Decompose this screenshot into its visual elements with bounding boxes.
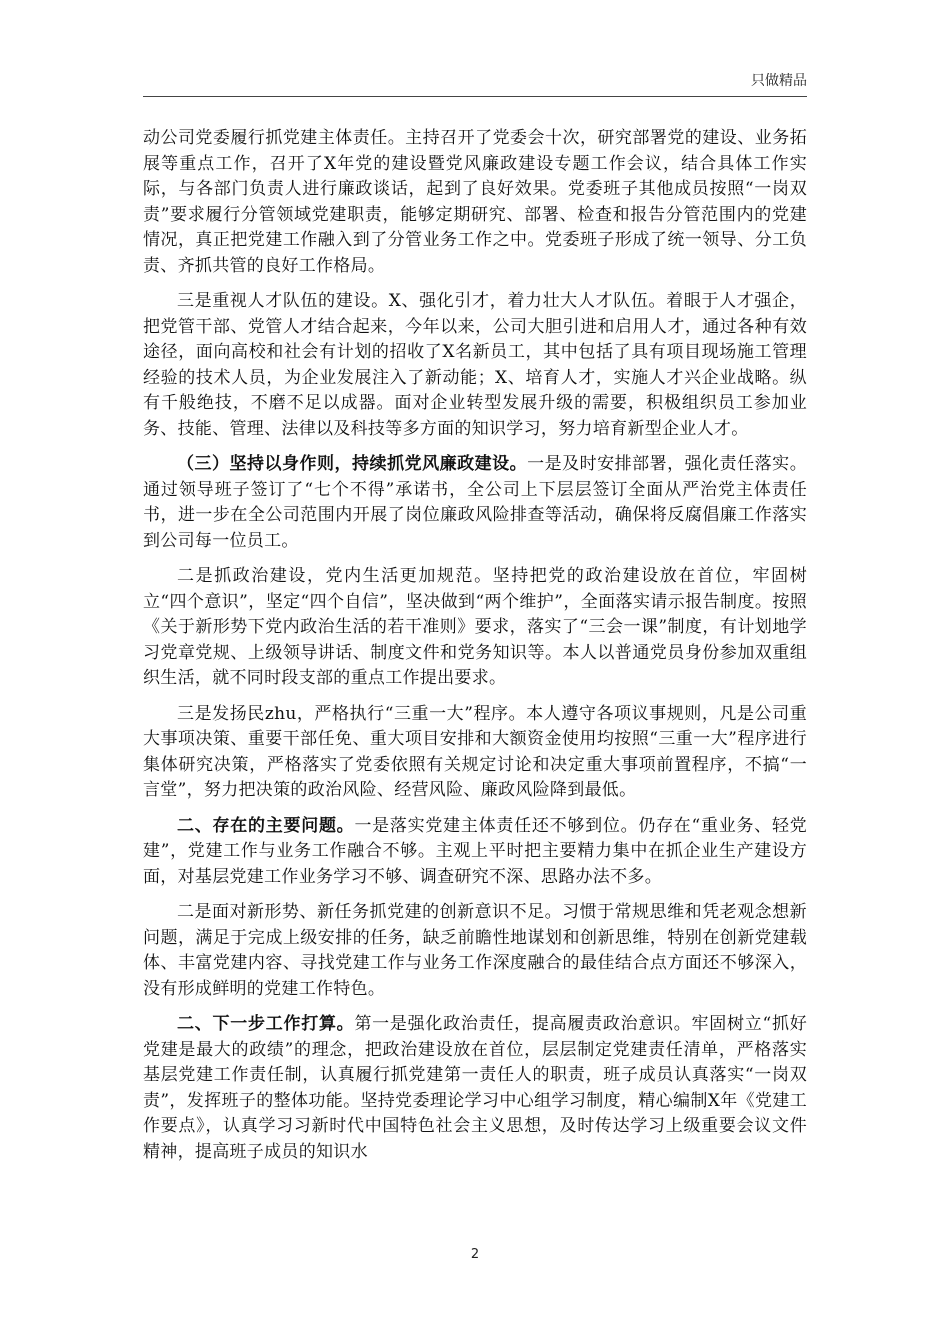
paragraph-4: [143, 564, 807, 692]
paragraph-1: [143, 126, 807, 279]
paragraph-6-heading: 二、存在的主要问题。: [177, 815, 355, 836]
paragraph-3: [143, 452, 807, 554]
document-body: [143, 126, 807, 1175]
paragraph-8-text: 第一是强化政治责任，提高履责政治意识。牢固树立“抓好党建是最大的政绩”的理念，把政治建设放在首位，层层制定党建责任清单，严格落实基层党建工作责任制，认真履行抓党建第一责任人的职责，班子成员认真落实“一岗双责”，发挥班子的整体功能。坚持党委理论学习中心组学习制度，精心编制X年《党建工作要点》，认真学习习新时代中国特色社会主义思想，及时传达学习上级重要会议文件精神，提高班子成员的知识水: [143, 1014, 807, 1162]
paragraph-4-text: 二是抓政治建设，党内生活更加规范。坚持把党的政治建设放在首位，牢固树立“四个意识”，坚定“四个自信”，坚决做到“两个维护”，全面落实请示报告制度。按照《关于新形势下党内政治生活的若干准则》要求，落实了“三会一课”制度，有计划地学习党章党规、上级领导讲话、制度文件和党务知识等。本人以普通党员身份参加双重组织生活，就不同时段支部的重点工作提出要求。: [143, 566, 807, 688]
paragraph-2-text: 三是重视人才队伍的建设。X、强化引才，着力壮大人才队伍。着眼于人才强企，把党管干部、党管人才结合起来，今年以来，公司大胆引进和启用人才，通过各种有效途径，面向高校和社会有计划的招收了X名新员工，其中包括了具有项目现场施工管理经验的技术人员，为企业发展注入了新动能；X、培育人才，实施人才兴企业战略。纵有千般绝技，不磨不足以成器。面对企业转型发展升级的需要，积极组织员工参加业务、技能、管理、法律以及科技等多方面的知识学习，努力培育新型企业人才。: [143, 291, 807, 439]
paragraph-6-text: 一是落实党建主体责任还不够到位。仍存在“重业务、轻党建”，党建工作与业务工作融合不够。主观上平时把主要精力集中在抓企业生产建设方面，对基层党建工作业务学习不够、调查研究不深、思路办法不多。: [143, 815, 807, 887]
header-divider: [143, 96, 807, 97]
paragraph-8: [143, 1012, 807, 1165]
paragraph-2: [143, 289, 807, 442]
paragraph-1-text: 动公司党委履行抓党建主体责任。主持召开了党委会十次，研究部署党的建设、业务拓展等重点工作，召开了X年党的建设暨党风廉政建设专题工作会议，结合具体工作实际，与各部门负责人进行廉政谈话，起到了良好效果。党委班子其他成员按照“一岗双责”要求履行分管领域党建职责，能够定期研究、部署、检查和报告分管范围内的党建情况，真正把党建工作融入到了分管业务工作之中。党委班子形成了统一领导、分工负责、齐抓共管的良好工作格局。: [143, 128, 807, 276]
paragraph-6: [143, 814, 807, 891]
page-header-text: 只做精品: [751, 73, 807, 89]
paragraph-5: [143, 702, 807, 804]
paragraph-5-text: 三是发扬民zhu，严格执行“三重一大”程序。本人遵守各项议事规则，凡是公司重大事项决策、重要干部任免、重大项目安排和大额资金使用均按照“三重一大”程序进行集体研究决策，严格落实了党委依照有关规定讨论和决定重大事项前置程序，不搞“一言堂”，努力把决策的政治风险、经营风险、廉政风险降到最低。: [143, 703, 807, 800]
paragraph-8-heading: 二、下一步工作打算。: [177, 1014, 355, 1034]
page-number: 2: [470, 1247, 480, 1262]
paragraph-3-heading: （三）坚持以身作则，持续抓党风廉政建设。: [177, 454, 528, 474]
paragraph-7: [143, 900, 807, 1002]
paragraph-3-text: 一是及时安排部署，强化责任落实。通过领导班子签订了“七个不得”承诺书，全公司上下层层签订全面从严治党主体责任书，进一步在全公司范围内开展了岗位廉政风险排查等活动，确保将反腐倡廉工作落实到公司每一位员工。: [143, 454, 807, 551]
paragraph-7-text: 二是面对新形势、新任务抓党建的创新意识不足。习惯于常规思维和凭老观念想新问题，满足于完成上级安排的任务，缺乏前瞻性地谋划和创新思维，特别在创新党建载体、丰富党建内容、寻找党建工作与业务工作深度融合的最佳结合点方面还不够深入，没有形成鲜明的党建工作特色。: [143, 902, 807, 999]
